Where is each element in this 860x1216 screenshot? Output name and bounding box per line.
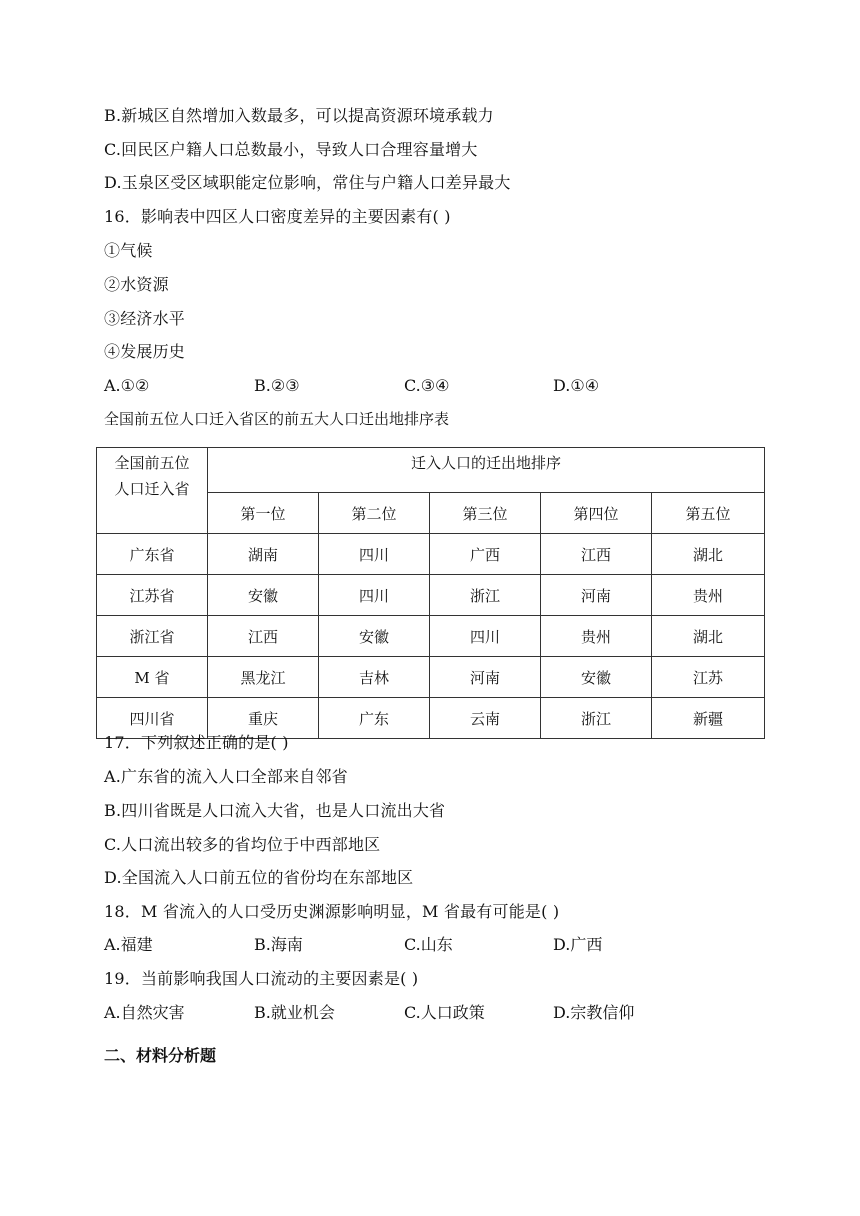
- table-cell: 浙江省: [97, 616, 208, 657]
- q17-option-b: B.四川省既是人口流入大省，也是人口流出大省: [104, 801, 446, 820]
- table-cell: 贵州: [652, 575, 765, 616]
- table-cell: 浙江: [541, 698, 652, 739]
- section-heading: 二、材料分析题: [104, 1046, 217, 1065]
- table-cell: 新疆: [652, 698, 765, 739]
- table-cell: 云南: [430, 698, 541, 739]
- table-caption: 全国前五位人口迁入省区的前五大人口迁出地排序表: [104, 410, 450, 428]
- corner-line-2: 人口迁入省: [114, 480, 190, 498]
- table-row: [97, 575, 765, 616]
- table-cell: 广西: [430, 534, 541, 575]
- rank-header-2: 第二位: [319, 493, 430, 534]
- table-cell: 四川: [430, 616, 541, 657]
- q17-option-a: A.广东省的流入人口全部来自邻省: [104, 767, 348, 786]
- table-cell: 湖北: [652, 534, 765, 575]
- q16-item-1: ①气候: [104, 241, 153, 260]
- q16-option-d: D.①④: [553, 376, 600, 395]
- q18-stem: 18．M 省流入的人口受历史渊源影响明显，M 省最有可能是( ): [104, 902, 560, 921]
- q15-option-d: D.玉泉区受区域职能定位影响，常住与户籍人口差异最大: [104, 173, 511, 192]
- table-cell: 黑龙江: [208, 657, 319, 698]
- table-cell: 江西: [208, 616, 319, 657]
- q18-option-c: C.山东: [404, 935, 453, 954]
- q16-option-a: A.①②: [104, 376, 150, 395]
- table-cell: 安徽: [319, 616, 430, 657]
- rank-header-3: 第三位: [430, 493, 541, 534]
- q19-option-a: A.自然灾害: [104, 1003, 185, 1022]
- table-row: [97, 616, 765, 657]
- q17-stem: 17．下列叙述正确的是( ): [104, 733, 289, 752]
- table-span-header: 迁入人口的迁出地排序: [208, 448, 765, 493]
- table-corner-header: [97, 448, 208, 534]
- table-cell: 河南: [541, 575, 652, 616]
- q18-option-b: B.海南: [254, 935, 303, 954]
- q17-option-c: C.人口流出较多的省均位于中西部地区: [104, 835, 381, 854]
- rank-header-4: 第四位: [541, 493, 652, 534]
- table-cell: 广东省: [97, 534, 208, 575]
- table-cell: 广东: [319, 698, 430, 739]
- table-cell: 安徽: [208, 575, 319, 616]
- table-cell: 四川: [319, 534, 430, 575]
- table-cell: 四川: [319, 575, 430, 616]
- table-cell: 湖北: [652, 616, 765, 657]
- rank-header-5: 第五位: [652, 493, 765, 534]
- table-cell: 重庆: [208, 698, 319, 739]
- q18-option-a: A.福建: [104, 935, 153, 954]
- table-cell: 江西: [541, 534, 652, 575]
- rank-header-1: 第一位: [208, 493, 319, 534]
- table-cell: 江苏: [652, 657, 765, 698]
- q19-stem: 19．当前影响我国人口流动的主要因素是( ): [104, 969, 419, 988]
- table-cell: M 省: [97, 657, 208, 698]
- q16-option-b: B.②③: [254, 376, 300, 395]
- table-cell: 贵州: [541, 616, 652, 657]
- q19-option-b: B.就业机会: [254, 1003, 335, 1022]
- table-cell: 吉林: [319, 657, 430, 698]
- table-row: [97, 657, 765, 698]
- q17-option-d: D.全国流入人口前五位的省份均在东部地区: [104, 868, 414, 887]
- corner-line-1: 全国前五位: [114, 454, 190, 472]
- table-cell: 四川省: [97, 698, 208, 739]
- table-cell: 河南: [430, 657, 541, 698]
- table-row: [97, 534, 765, 575]
- q19-option-c: C.人口政策: [404, 1003, 485, 1022]
- q15-option-b: B.新城区自然增加入数最多，可以提高资源环境承载力: [104, 106, 494, 125]
- q15-option-c: C.回民区户籍人口总数最小，导致人口合理容量增大: [104, 140, 478, 159]
- q16-item-3: ③经济水平: [104, 309, 186, 328]
- table-cell: 湖南: [208, 534, 319, 575]
- table-cell: 浙江: [430, 575, 541, 616]
- table-cell: 安徽: [541, 657, 652, 698]
- q16-item-4: ④发展历史: [104, 342, 186, 361]
- q16-option-c: C.③④: [404, 376, 450, 395]
- q19-option-d: D.宗教信仰: [553, 1003, 635, 1022]
- q16-item-2: ②水资源: [104, 275, 169, 294]
- migration-table: [96, 447, 765, 739]
- q18-option-d: D.广西: [553, 935, 603, 954]
- table-header-row: [97, 448, 765, 493]
- table-cell: 江苏省: [97, 575, 208, 616]
- q16-stem: 16．影响表中四区人口密度差异的主要因素有( ): [104, 207, 451, 226]
